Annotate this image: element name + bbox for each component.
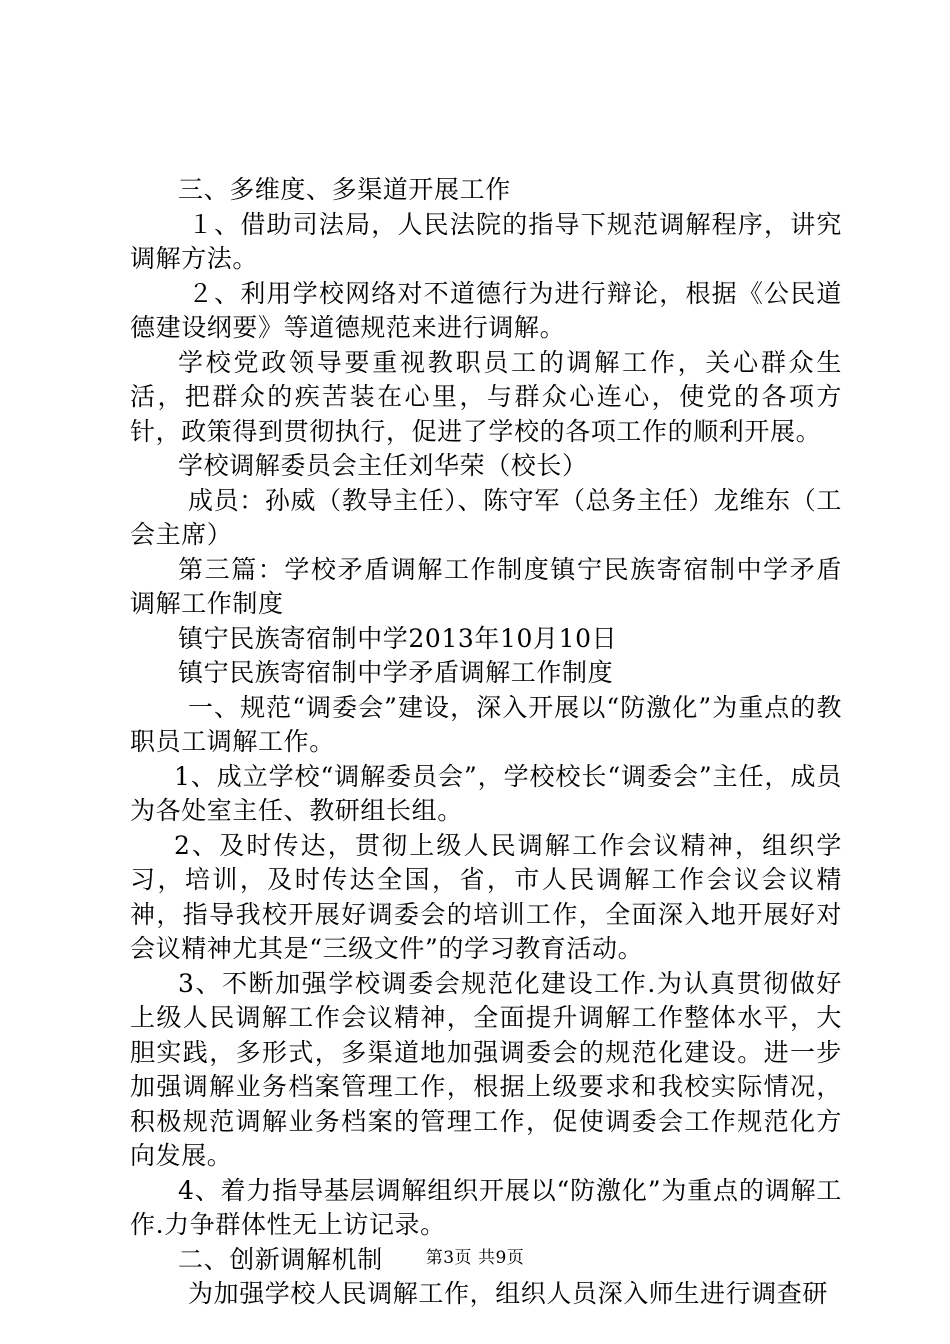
paragraph: 学校党政领导要重视教职员工的调解工作，关心群众生活，把群众的疾苦装在心里，与群众心连心，使党的各项方针，政策得到贯彻执行，促进了学校的各项工作的顺利开展。 xyxy=(130,347,842,446)
document-title: 镇宁民族寄宿制中学矛盾调解工作制度 xyxy=(178,658,614,687)
section-heading: 第三篇：学校矛盾调解工作制度镇宁民族寄宿制中学矛盾调解工作制度 xyxy=(130,554,842,618)
section-heading: 二、创新调解机制 xyxy=(178,1244,383,1274)
page-footer: 第3页 共9页 xyxy=(425,1248,525,1268)
paragraph: 成员：孙威（教导主任）、陈守军（总务主任）龙维东（工会主席） xyxy=(130,485,842,549)
paragraph: 2、及时传达，贯彻上级人民调解工作会议精神，组织学习，培训，及时传达全国，省，市人民调解工作会议会议精神，指导我校开展好调委会的培训工作，全面深入地开展好对会议精神尤其是“三级文件”的学习教育活动。 xyxy=(130,830,842,963)
section-heading: 一、规范“调委会”建设，深入开展以“防激化”为重点的教职员工调解工作。 xyxy=(130,692,842,756)
paragraph: 学校调解委员会主任刘华荣（校长） xyxy=(178,451,588,480)
document-body xyxy=(130,173,842,1312)
paragraph: １、借助司法局，人民法院的指导下规范调解程序，讲究调解方法。 xyxy=(130,209,842,273)
paragraph: ２、利用学校网络对不道德行为进行辩论，根据《公民道德建设纲要》等道德规范来进行调解。 xyxy=(130,278,842,342)
paragraph: 3、不断加强学校调委会规范化建设工作.为认真贯彻做好上级人民调解工作会议精神，全面提升调解工作整体水平，大胆实践，多形式，多渠道地加强调委会的规范化建设。进一步加强调解业务档案管理工作，根据上级要求和我校实际情况，积极规范调解业务档案的管理工作，促使调委会工作规范化方向发展。 xyxy=(130,968,842,1170)
paragraph: 1、成立学校“调解委员会”，学校校长“调委会”主任，成员为各处室主任、教研组长组。 xyxy=(130,761,842,825)
paragraph: 为加强学校人民调解工作，组织人员深入师生进行调查研 xyxy=(188,1279,829,1308)
section-heading: 三、多维度、多渠道开展工作 xyxy=(178,175,511,204)
paragraph: 镇宁民族寄宿制中学2013年10月10日 xyxy=(178,623,618,653)
paragraph: 4、着力指导基层调解组织开展以“防激化”为重点的调解工作.力争群体性无上访记录。 xyxy=(130,1175,842,1239)
